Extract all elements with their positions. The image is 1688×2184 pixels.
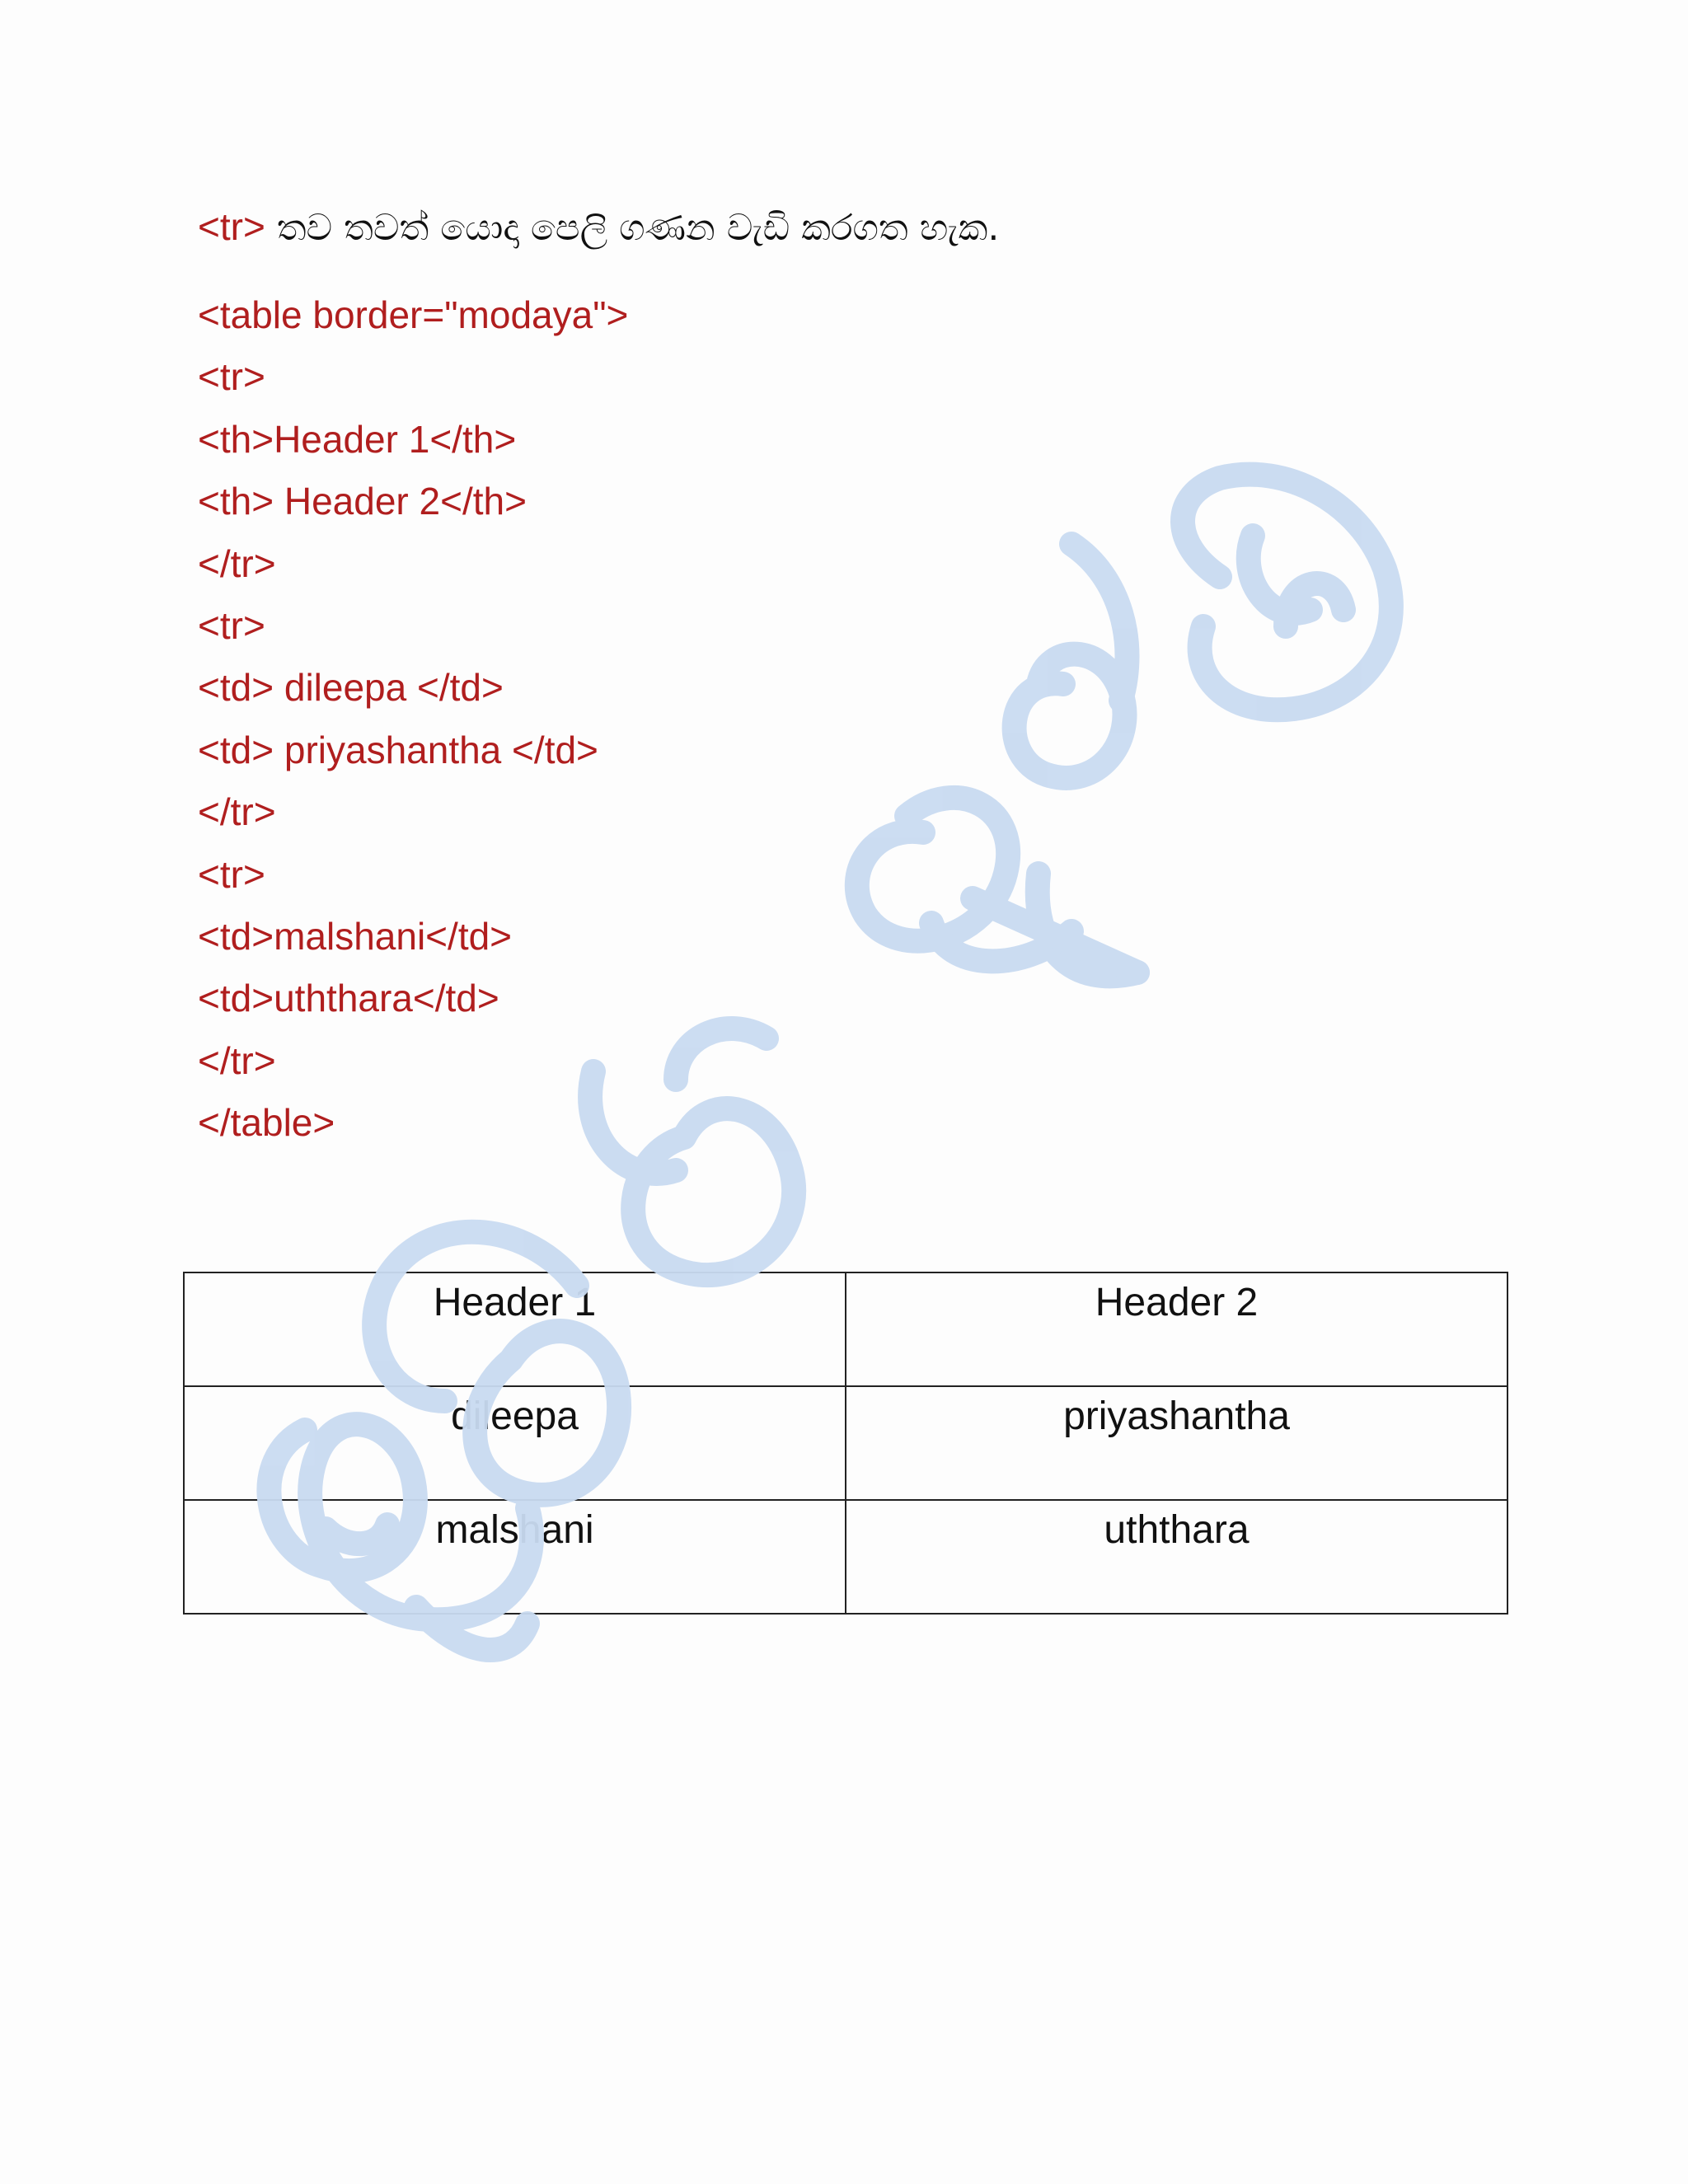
code-line: <tr> [198,355,265,399]
table-cell: malshani [184,1500,846,1614]
code-line: <tr> [198,603,265,647]
intro-text: තව තවත් යොදා පෙලි ගණන වැඩි කරගත හැක. [265,207,1000,249]
code-line: <td> dileepa </td> [198,666,504,710]
table-row [184,1500,1507,1614]
table-header-cell: Header 2 [846,1272,1507,1386]
html-code-listing [198,287,628,1156]
rendered-example-table [183,1272,1508,1615]
code-line: <td> priyashantha </td> [198,728,598,771]
table-header-cell: Header 1 [184,1272,846,1386]
code-line: <th> Header 2</th> [198,480,527,523]
table-cell: dileepa [184,1386,846,1500]
code-line: <table border="modaya"> [198,293,629,336]
code-line: </table> [198,1101,335,1145]
code-line: </tr> [198,790,276,834]
table-cell: priyashantha [846,1386,1507,1500]
table-header-row [184,1272,1507,1386]
intro-tag: <tr> [198,205,265,248]
table-row [184,1386,1507,1500]
code-line: <tr> [198,852,265,896]
code-line: </tr> [198,541,276,585]
code-line: <th>Header 1</th> [198,417,517,461]
table-cell: uththara [846,1500,1507,1614]
intro-sentence [198,202,999,253]
code-line: <td>uththara</td> [198,977,499,1020]
code-line: <td>malshani</td> [198,914,513,958]
code-line: </tr> [198,1038,276,1082]
